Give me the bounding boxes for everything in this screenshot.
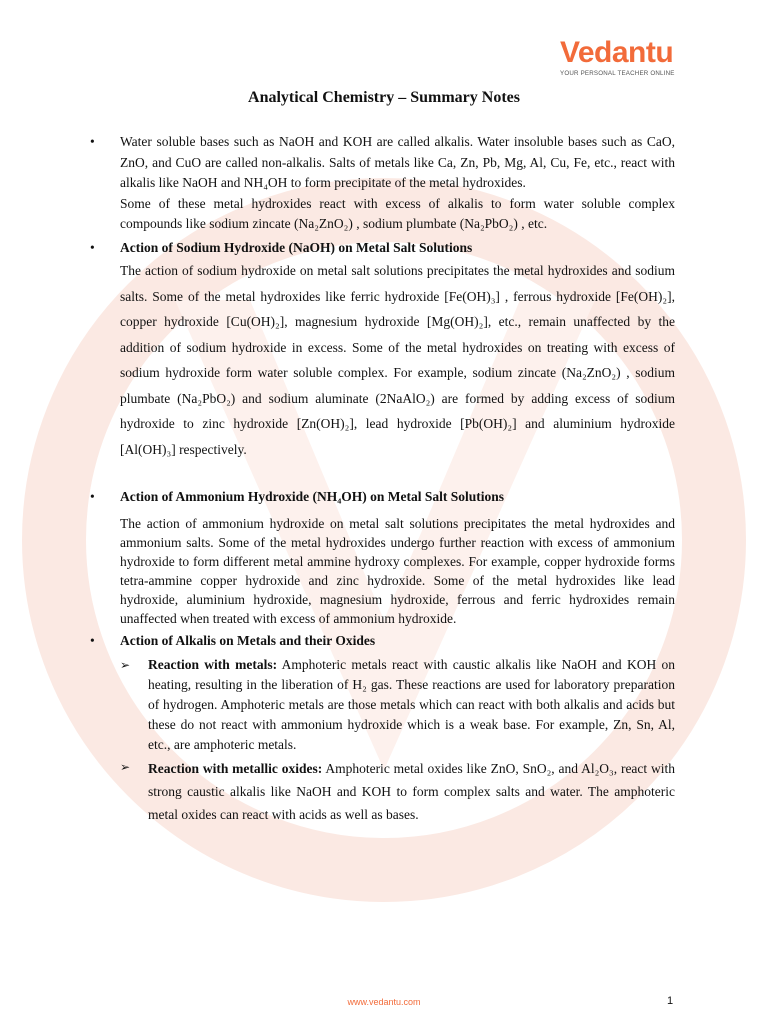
sub-reaction-oxides <box>120 757 675 826</box>
bullet-alkalis <box>90 132 675 235</box>
logo-word: Vedantu <box>560 36 674 69</box>
reaction-metals-label: Reaction with metals: <box>148 657 278 672</box>
bullet-dot: • <box>90 134 95 149</box>
bullet-alkalis-metals <box>90 631 676 827</box>
arrow-icon: ➢ <box>120 760 131 774</box>
bullet-dot: • <box>90 632 95 648</box>
page-number: 1 <box>667 995 674 1007</box>
naoh-paragraph: The action of sodium hydroxide on metal salt solutions precipitates the metal hydroxides and sodium salts. Some of the metal hydroxides like ferric hydroxide [Fe(OH)₃] , ferrous hydroxide [Fe(OH)₂], copper hydroxide [Cu(OH)₂], magnesium hydroxide [Mg(OH)₂], etc., remain unaffected by the addition of sodium hydroxide in excess. Some of the metal hydroxides on treating with excess of sodium hydroxide form water soluble complex. For example, sodium zincate (Na₂ZnO₂) , sodium plumbate (Na₂PbO₂) and sodium aluminate (2NaAlO₂) are formed by adding excess of sodium hydroxide to zinc hydroxide [Zn(OH)₂], lead hydroxide [Pb(OH)₂] and aluminium hydroxide [Al(OH)₃] respectively. <box>120 263 675 457</box>
bullet-dot: • <box>90 239 95 255</box>
bullet-dot: • <box>90 489 95 504</box>
arrow-icon: ➢ <box>120 658 131 672</box>
reaction-metals-paragraph <box>148 655 675 755</box>
footer-url: www.vedantu.com <box>347 997 421 1007</box>
reaction-oxides-text: Amphoteric metal oxides like ZnO, SnO₂, and Al₂O₃, react with strong caustic alkalis like NaOH and KOH to form complex salts and water. The amphoteric metal oxides can react with acids as well as bases. <box>148 761 676 822</box>
bullet-naoh <box>90 238 675 463</box>
bullet-nh4oh <box>90 487 675 628</box>
notes-content <box>90 132 676 826</box>
nh4oh-paragraph: The action of ammonium hydroxide on metal salt solutions precipitates the metal hydroxides and ammonium salts. Some of the metal hydroxides undergo further reaction with excess of ammonium hydroxide to form different metal ammine hydroxy complexes. For example, copper hydroxide forms tetra-ammine copper hydroxide and zinc hydroxide. Some of the metal hydroxides like lead hydroxide, aluminium hydroxide, magnesium hydroxide, ferrous and ferric hydroxides remain unaffected when treated with excess of ammonium hydroxide. <box>120 515 675 626</box>
page-title: Analytical Chemistry – Summary Notes <box>248 89 520 106</box>
reaction-oxides-paragraph <box>148 757 675 826</box>
complex-compounds-paragraph: Some of these metal hydroxides react with excess of alkalis to form water soluble complex compounds like sodium zincate (Na₂ZnO₂) , sodium plumbate (Na₂PbO₂) , etc. <box>120 195 675 231</box>
reaction-metals-text: Amphoteric metals react with caustic alkalis like NaOH and KOH on heating, resulting in the liberation of H₂ gas. These reactions are used for laboratory preparation of hydrogen. Amphoteric metals are those metals which can react with both alkalis and acids but these do not react with ammonium hydroxide which is a weak base. For example, Zn, Sn, Al, etc., are amphoteric metals. <box>148 657 675 752</box>
naoh-heading: Action of Sodium Hydroxide (NaOH) on Metal Salt Solutions <box>120 239 473 255</box>
alkalis-metals-heading: Action of Alkalis on Metals and their Oxides <box>120 632 376 648</box>
nh4oh-heading: Action of Ammonium Hydroxide (NH₄OH) on Metal Salt Solutions <box>120 489 505 504</box>
sub-reaction-metals <box>120 655 675 755</box>
reaction-oxides-label: Reaction with metallic oxides: <box>148 761 323 776</box>
vedantu-logo <box>560 38 680 88</box>
logo-tagline: YOUR PERSONAL TEACHER ONLINE <box>560 70 675 77</box>
alkalis-paragraph: Water soluble bases such as NaOH and KOH are called alkalis. Water insoluble bases such as CaO, ZnO, and CuO are called non-alkalis. Salts of metals like Ca, Zn, Pb, Mg, Al, Cu, Fe, etc., react with alkalis like NaOH and NH₄OH to form precipitate of the metal hydroxides. <box>120 134 675 190</box>
